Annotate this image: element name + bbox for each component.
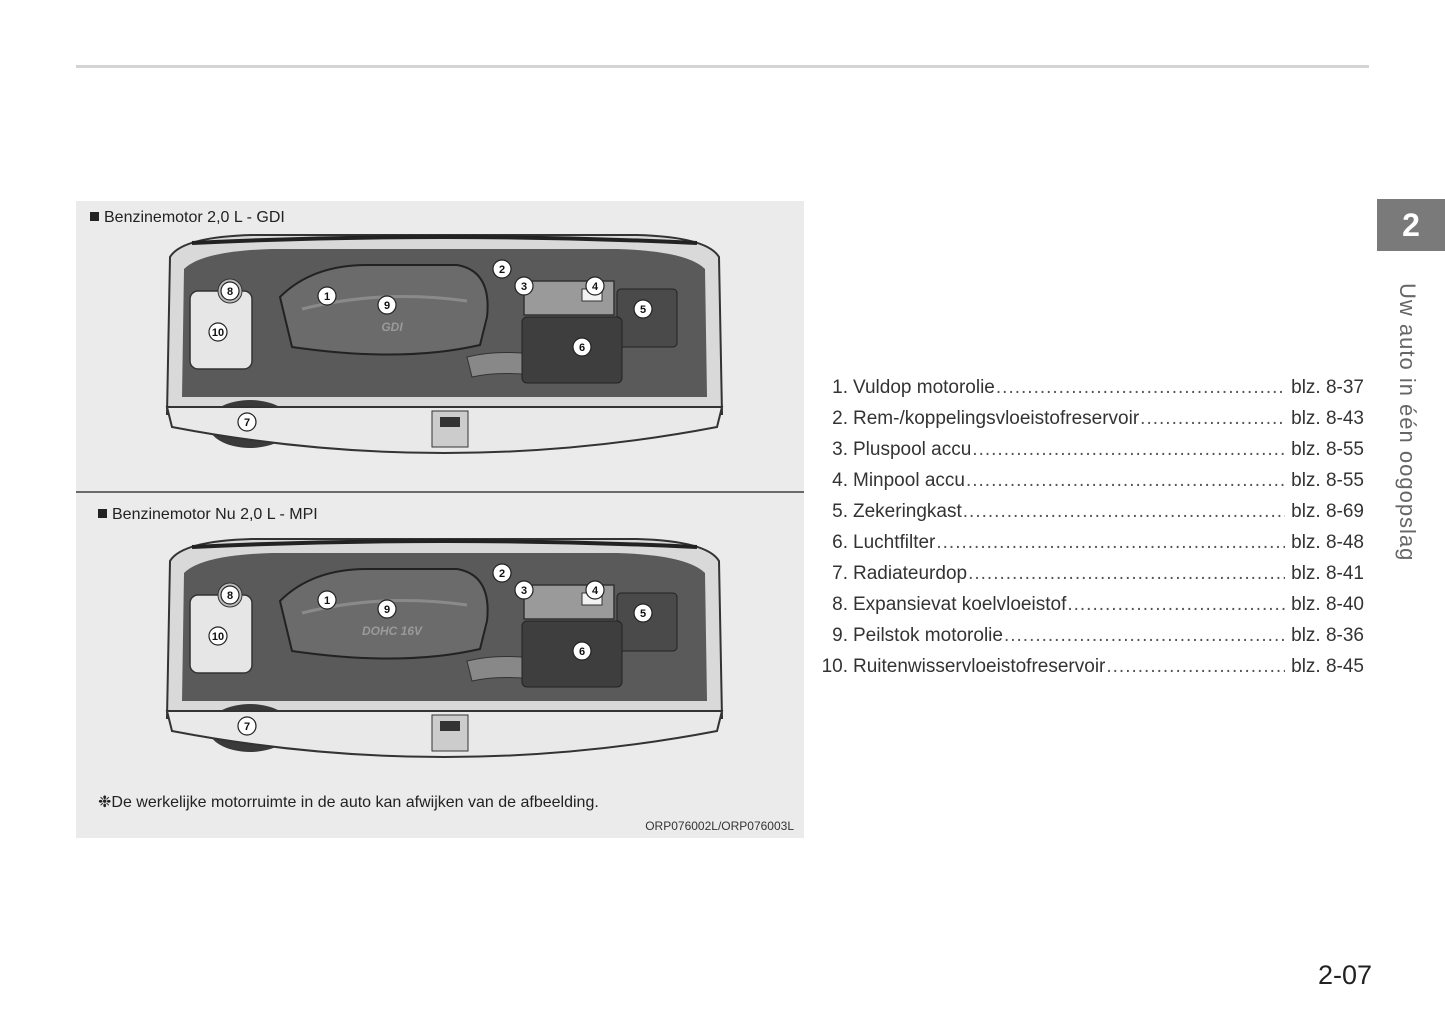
engine-bay-illustration-mpi <box>162 533 727 768</box>
figure-code: ORP076002L/ORP076003L <box>645 819 794 833</box>
dot-leader <box>966 470 1285 492</box>
page-reference: blz. 8-48 <box>1291 532 1364 553</box>
part-number: 1. <box>832 377 848 398</box>
svg-text:10: 10 <box>211 327 225 339</box>
dot-leader <box>996 377 1285 399</box>
parts-list-item <box>812 625 1364 656</box>
callout-2 <box>493 564 511 582</box>
callout-7 <box>238 717 256 735</box>
part-number: 8. <box>832 594 848 615</box>
dot-leader <box>1004 625 1285 647</box>
page-reference: blz. 8-40 <box>1291 594 1364 615</box>
callout-3 <box>515 581 533 599</box>
callout-7 <box>238 413 256 431</box>
svg-text:4: 4 <box>591 281 599 293</box>
parts-list-item <box>812 408 1364 439</box>
dot-leader <box>1106 656 1285 678</box>
chapter-side-title: Uw auto in één oogopslag <box>1395 283 1420 562</box>
page-reference: blz. 8-43 <box>1291 408 1364 429</box>
figure-note: ❉De werkelijke motorruimte in de auto kan afwijken van de afbeelding. <box>98 794 599 811</box>
callout-6 <box>573 642 591 660</box>
part-label: Rem-/koppelingsvloeistofreservoir <box>853 408 1140 429</box>
callout-5 <box>634 300 652 318</box>
page-reference: blz. 8-55 <box>1291 470 1364 491</box>
part-label: Zekeringkast <box>853 501 962 522</box>
part-number: 9. <box>832 625 848 646</box>
chapter-tab: 2 <box>1377 199 1445 251</box>
dot-leader <box>936 532 1285 554</box>
engine-cover-label: DOHC 16V <box>361 624 423 638</box>
parts-list-item <box>812 532 1364 563</box>
part-label: Pluspool accu <box>853 439 972 460</box>
svg-text:7: 7 <box>243 721 251 733</box>
svg-text:3: 3 <box>520 281 528 293</box>
callout-9 <box>378 600 396 618</box>
callout-8 <box>221 586 239 604</box>
dot-leader <box>963 501 1285 523</box>
svg-text:10: 10 <box>211 631 225 643</box>
callout-6 <box>573 338 591 356</box>
part-label: Radiateurdop <box>853 563 968 584</box>
parts-list-item <box>812 594 1364 625</box>
callout-10 <box>209 323 227 341</box>
square-bullet-icon <box>98 509 107 518</box>
square-bullet-icon <box>90 212 99 221</box>
part-number: 7. <box>832 563 848 584</box>
svg-text:8: 8 <box>226 286 234 298</box>
part-number: 6. <box>832 532 848 553</box>
page-number: 2-07 <box>1318 960 1373 990</box>
svg-text:5: 5 <box>639 608 647 620</box>
part-number: 4. <box>832 470 848 491</box>
svg-text:9: 9 <box>383 300 391 312</box>
part-number: 5. <box>832 501 848 522</box>
callout-4 <box>586 277 604 295</box>
figure-divider <box>76 491 804 493</box>
callout-5 <box>634 604 652 622</box>
parts-list-item <box>812 501 1364 532</box>
part-label: Vuldop motorolie <box>853 377 995 398</box>
callout-4 <box>586 581 604 599</box>
callout-8 <box>221 282 239 300</box>
svg-text:1: 1 <box>323 291 331 303</box>
engine-figure <box>76 201 804 838</box>
parts-list-item <box>812 656 1364 687</box>
svg-text:1: 1 <box>323 595 331 607</box>
callout-1 <box>318 591 336 609</box>
parts-list-item <box>812 439 1364 470</box>
svg-text:3: 3 <box>520 585 528 597</box>
page-reference: blz. 8-41 <box>1291 563 1364 584</box>
svg-text:2: 2 <box>498 264 506 276</box>
svg-text:6: 6 <box>578 342 586 354</box>
figure-caption-gdi: Benzinemotor 2,0 L - GDI <box>90 209 285 227</box>
svg-text:9: 9 <box>383 604 391 616</box>
svg-text:5: 5 <box>639 304 647 316</box>
engine-cover-label: GDI <box>381 320 403 334</box>
part-label: Expansievat koelvloeistof <box>853 594 1067 615</box>
callout-1 <box>318 287 336 305</box>
parts-list-item <box>812 470 1364 501</box>
callout-3 <box>515 277 533 295</box>
svg-text:4: 4 <box>591 585 599 597</box>
page-reference: blz. 8-69 <box>1291 501 1364 522</box>
part-label: Minpool accu <box>853 470 965 491</box>
parts-list-item <box>812 377 1364 408</box>
page-reference: blz. 8-36 <box>1291 625 1364 646</box>
svg-text:7: 7 <box>243 417 251 429</box>
page-reference: blz. 8-55 <box>1291 439 1364 460</box>
parts-list-item <box>812 563 1364 594</box>
part-number: 2. <box>832 408 848 429</box>
part-label: Ruitenwisservloeistofreservoir <box>853 656 1106 677</box>
parts-list <box>812 377 1364 687</box>
figure-caption-mpi: Benzinemotor Nu 2,0 L - MPI <box>98 506 318 524</box>
svg-text:2: 2 <box>498 568 506 580</box>
part-label: Peilstok motorolie <box>853 625 1003 646</box>
part-number: 3. <box>832 439 848 460</box>
dot-leader <box>968 563 1285 585</box>
callout-10 <box>209 627 227 645</box>
part-number: 10. <box>821 656 848 677</box>
part-label: Luchtfilter <box>853 532 936 553</box>
page-reference: blz. 8-45 <box>1291 656 1364 677</box>
svg-text:8: 8 <box>226 590 234 602</box>
dot-leader <box>1140 408 1285 430</box>
dot-leader <box>1067 594 1285 616</box>
callout-9 <box>378 296 396 314</box>
page-reference: blz. 8-37 <box>1291 377 1364 398</box>
engine-bay-illustration-gdi <box>162 229 727 464</box>
dot-leader <box>972 439 1285 461</box>
top-rule <box>76 65 1369 68</box>
callout-2 <box>493 260 511 278</box>
svg-text:6: 6 <box>578 646 586 658</box>
